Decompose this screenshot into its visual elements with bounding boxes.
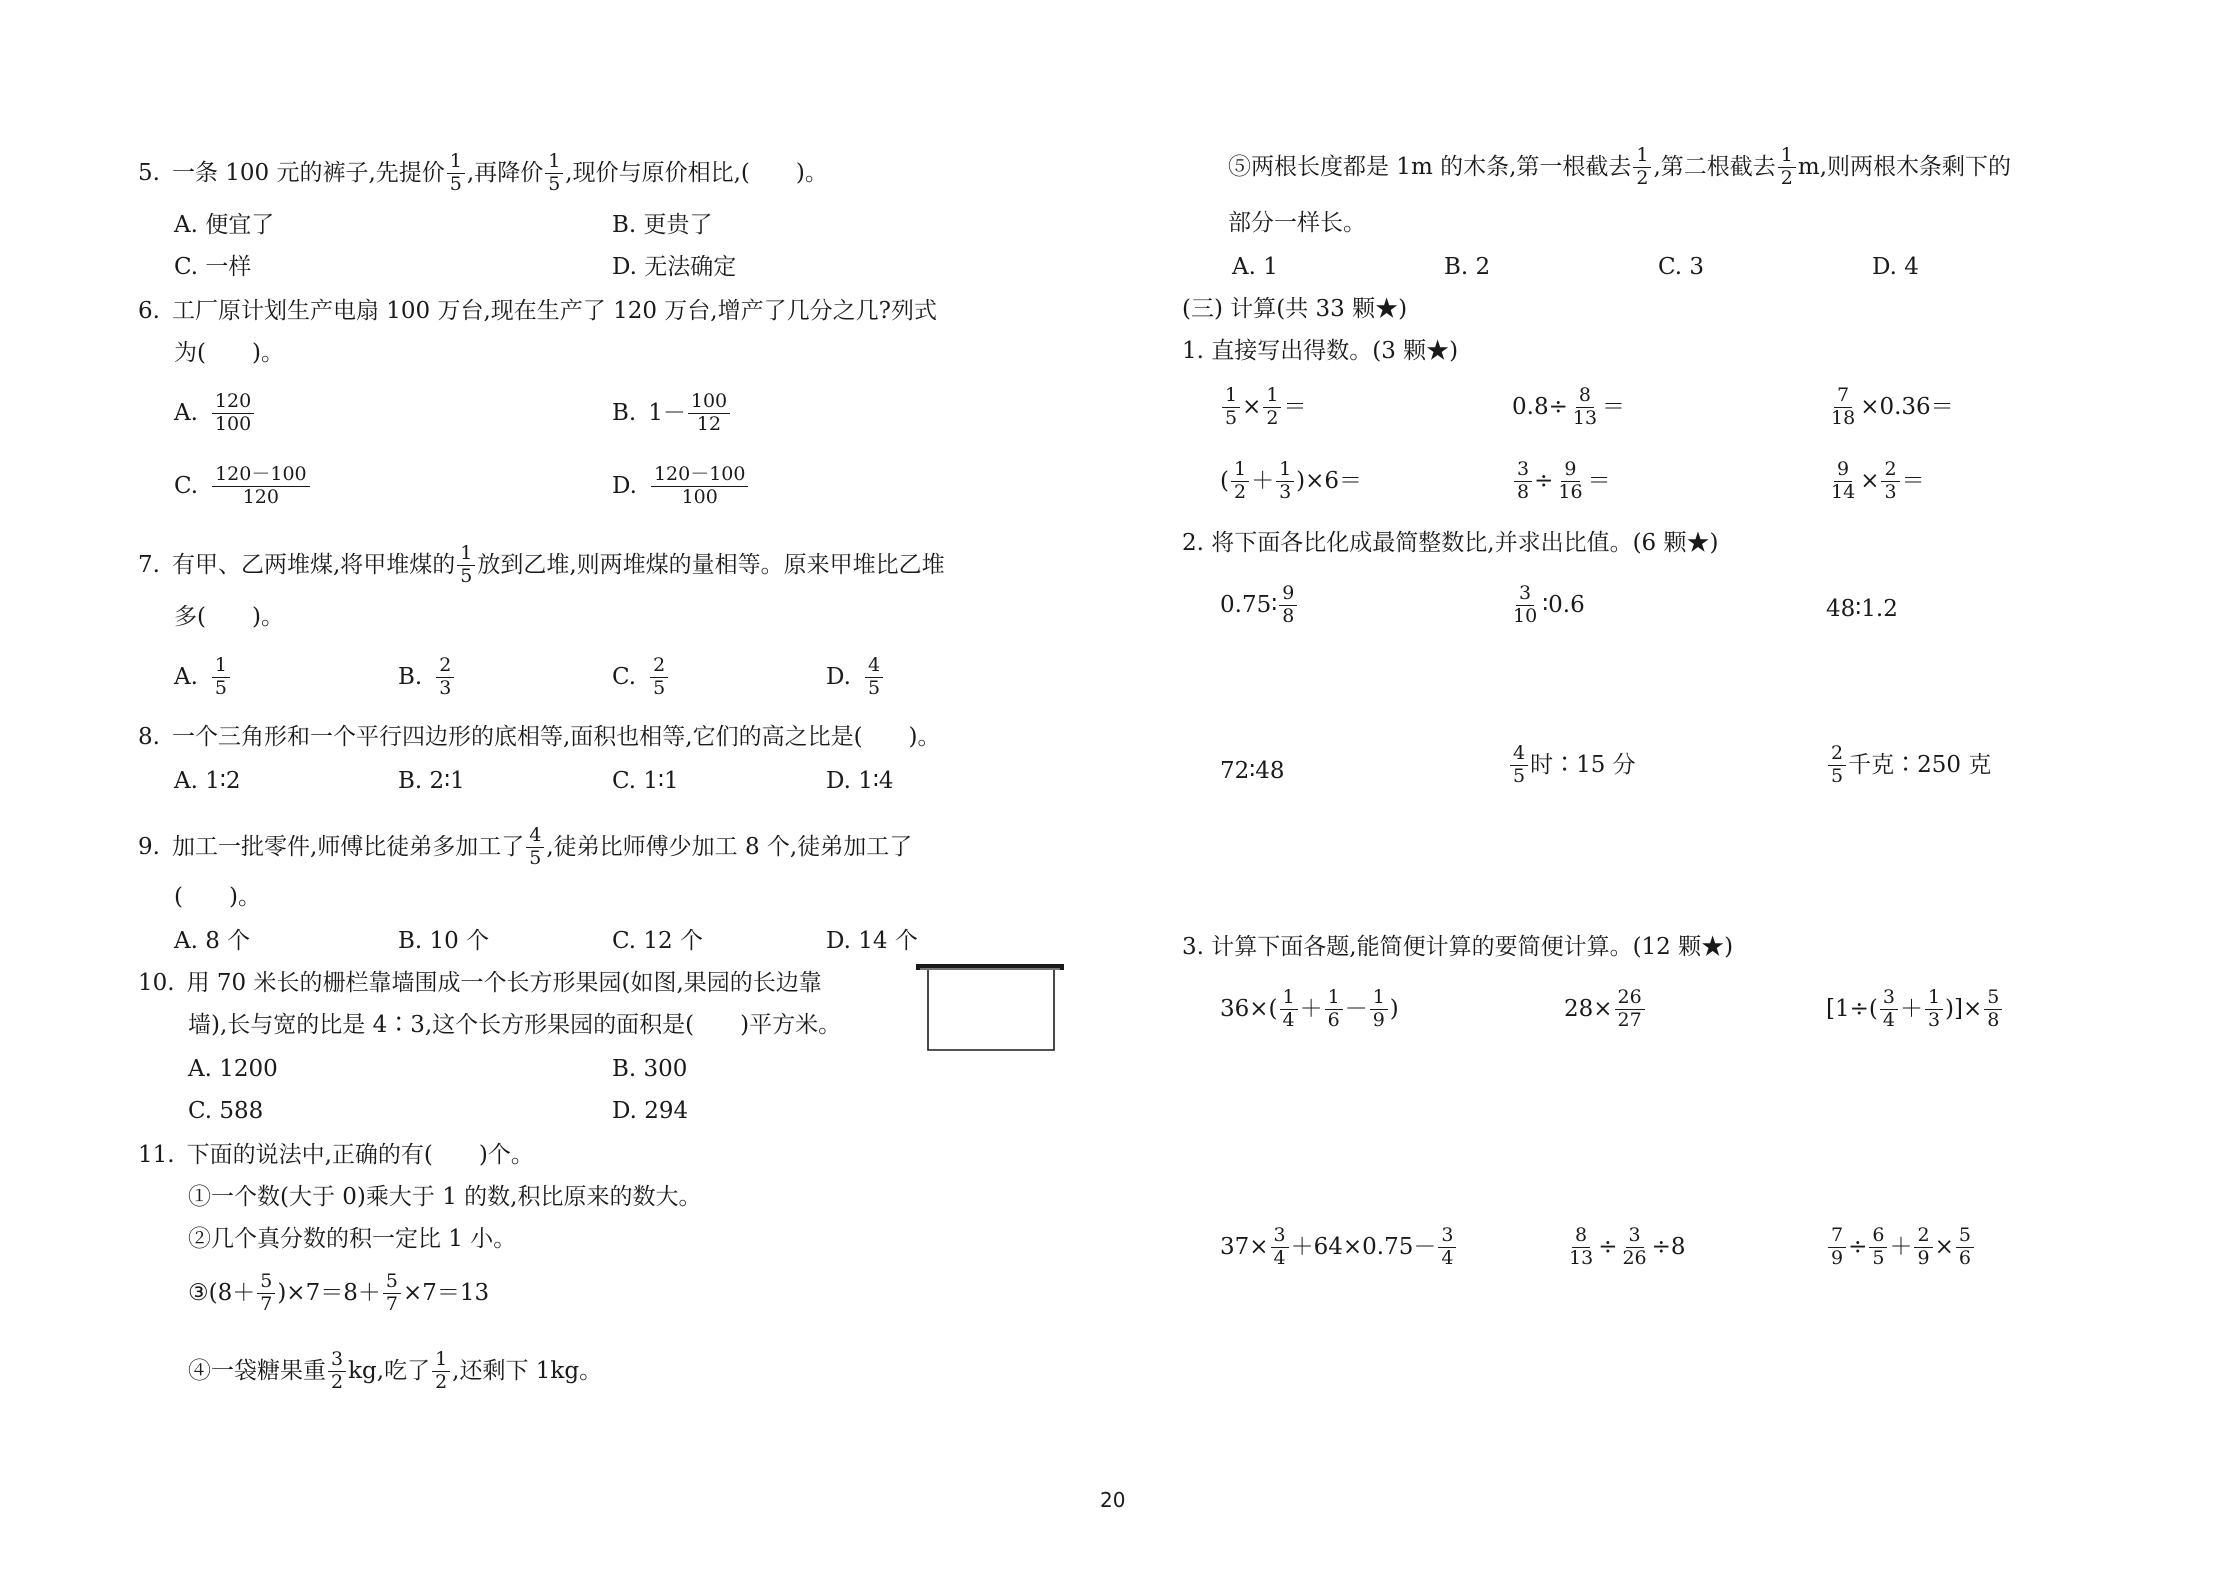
fraction: $\frac{6}{5}$ — [1869, 1226, 1887, 1269]
orchard-diagram — [916, 962, 1066, 1052]
calc-1-title: 1. 直接写出得数。(3 颗★) — [1182, 338, 1459, 364]
fraction: $\frac{1}{2}$ — [1633, 146, 1651, 189]
fraction: $\frac{4}{5}$ — [1510, 744, 1528, 787]
question-8-stem: 8. 一个三角形和一个平行四边形的底相等,面积也相等,它们的高之比是( )。 — [138, 724, 941, 750]
fraction: $\frac{1}{5}$ — [457, 544, 475, 587]
option-a: A. $\frac{1}{5}$ — [174, 656, 232, 699]
fraction: $\frac{1}{2}$ — [1778, 146, 1796, 189]
expression: $\frac{8}{13}$ ÷ $\frac{3}{26}$ ÷8 — [1564, 1226, 1686, 1269]
option-d: D. 294 — [612, 1098, 689, 1124]
question-number: 9. — [138, 833, 160, 860]
fraction: $\frac{5}{8}$ — [1984, 988, 2002, 1031]
expression: 28× $\frac{26}{27}$ — [1564, 988, 1647, 1031]
statement-5: ⑤两根长度都是 1m 的木条,第一根截去 $\frac{1}{2}$ ,第二根截去 $\frac{1}{2}$ m,则两根木条剩下的 — [1228, 144, 2012, 189]
fraction: $\frac{1}{9}$ — [1370, 988, 1388, 1031]
fraction: $\frac{120-100}{120}$ — [212, 465, 310, 508]
fraction: $\frac{5}{7}$ — [257, 1272, 275, 1315]
option-c: C. 一样 — [174, 254, 252, 280]
fraction: $\frac{4}{5}$ — [526, 826, 544, 869]
question-9-stem: 9. 加工一批零件,师傅比徒弟多加工了 $\frac{4}{5}$ ,徒弟比师傅少加工 8 个,徒弟加工了 — [138, 824, 913, 869]
fraction: $\frac{7}{9}$ — [1828, 1226, 1846, 1269]
option-c: C. 588 — [188, 1098, 264, 1124]
question-number: 10. — [138, 970, 175, 996]
fraction: $\frac{5}{6}$ — [1956, 1226, 1974, 1269]
fraction: $\frac{2}{5}$ — [1828, 744, 1846, 787]
ratio-expression: 48∶1.2 — [1826, 596, 1898, 622]
fraction: $\frac{2}{9}$ — [1914, 1226, 1932, 1269]
fraction: $\frac{1}{3}$ — [1276, 460, 1294, 503]
statement-5-line2: 部分一样长。 — [1228, 210, 1366, 236]
expression: $\frac{7}{9}$ ÷ $\frac{6}{5}$ ＋ $\frac{2}{9}$ × $\frac{5}{6}$ — [1826, 1226, 1976, 1269]
question-number: 5. — [138, 159, 160, 186]
question-6-stem: 6. 工厂原计划生产电扇 100 万台,现在生产了 120 万台,增产了几分之几?列式 — [138, 298, 937, 324]
fraction: $\frac{8}{13}$ — [1569, 1224, 1594, 1269]
fraction: $\frac{3}{8}$ — [1514, 460, 1532, 503]
expression: 36×( $\frac{1}{4}$ ＋ $\frac{1}{6}$ － $\frac{1}{9}$ ) — [1220, 986, 1399, 1031]
ratio-expression: 0.75∶ $\frac{9}{8}$ — [1220, 584, 1299, 627]
expression: 37× $\frac{3}{4}$ ＋64×0.75－ $\frac{3}{4}$ — [1220, 1226, 1458, 1269]
option-b: B. 2∶1 — [398, 768, 465, 794]
fence — [928, 970, 1054, 1050]
option-a: A. 便宜了 — [174, 212, 275, 238]
question-10-stem-line2: 墙),长与宽的比是 4∶3,这个长方形果园的面积是( )平方米。 — [188, 1012, 842, 1038]
question-number: 8. — [138, 724, 160, 750]
fraction: $\frac{2}{3}$ — [1881, 460, 1899, 503]
fraction: $\frac{1}{2}$ — [432, 1350, 450, 1393]
option-d: D. 1∶4 — [826, 768, 894, 794]
ratio-expression: 72∶48 — [1220, 758, 1285, 784]
question-number: 11. — [138, 1142, 175, 1168]
option-c: C. 3 — [1658, 254, 1705, 280]
fraction: $\frac{7}{18}$ — [1831, 384, 1856, 429]
option-b: B. 2 — [1444, 254, 1491, 280]
right-column — [1090, 0, 2220, 1571]
fraction: $\frac{8}{13}$ — [1572, 384, 1598, 429]
option-a: A. 1∶2 — [174, 768, 241, 794]
fraction: $\frac{3}{4}$ — [1271, 1226, 1289, 1269]
fraction: $\frac{1}{4}$ — [1280, 988, 1298, 1031]
fraction: $\frac{3}{10}$ — [1513, 582, 1538, 627]
ratio-expression: $\frac{3}{10}$ ∶0.6 — [1508, 584, 1585, 627]
expression: $\frac{9}{14}$ × $\frac{2}{3}$ ＝ — [1826, 460, 1925, 503]
section-heading: (三) 计算(共 33 颗★) — [1182, 296, 1408, 322]
option-d: D. 14 个 — [826, 928, 918, 954]
question-5-stem: 5. 一条 100 元的裤子,先提价 $\frac{1}{5}$ ,再降价 $\frac{1}{5}$ ,现价与原价相比,( )。 — [138, 150, 828, 195]
option-b: B. 300 — [612, 1056, 688, 1082]
expression: ( $\frac{1}{2}$ ＋ $\frac{1}{3}$ )×6＝ — [1220, 458, 1363, 503]
option-b: B. $\frac{2}{3}$ — [398, 656, 456, 699]
fraction: $\frac{1}{2}$ — [1231, 460, 1249, 503]
expression: 0.8÷ $\frac{8}{13}$ ＝ — [1512, 384, 1626, 429]
fraction: $\frac{120}{100}$ — [212, 392, 254, 435]
fraction: $\frac{3}{4}$ — [1438, 1226, 1456, 1269]
statement-2: ②几个真分数的积一定比 1 小。 — [188, 1226, 517, 1252]
question-7-stem: 7. 有甲、乙两堆煤,将甲堆煤的 $\frac{1}{5}$ 放到乙堆,则两堆煤的量相等。原来甲堆比乙堆 — [138, 542, 945, 587]
fraction: $\frac{3}{4}$ — [1880, 988, 1898, 1031]
option-a: A. 1 — [1232, 254, 1278, 280]
left-column — [0, 0, 1090, 1571]
question-11-stem: 11. 下面的说法中,正确的有( )个。 — [138, 1142, 534, 1168]
fraction: $\frac{9}{14}$ — [1831, 458, 1856, 503]
fraction: $\frac{1}{5}$ — [212, 656, 230, 699]
calc-3-title: 3. 计算下面各题,能简便计算的要简便计算。(12 颗★) — [1182, 934, 1734, 960]
option-d: D. 无法确定 — [612, 254, 737, 280]
question-number: 7. — [138, 551, 160, 578]
question-6-stem-line2: 为( )。 — [174, 340, 284, 366]
fraction: $\frac{1}{5}$ — [545, 152, 563, 195]
option-c: C. $\frac{120-100}{120}$ — [174, 465, 312, 508]
fraction: $\frac{120-100}{100}$ — [651, 465, 749, 508]
fraction: $\frac{9}{16}$ — [1558, 458, 1583, 503]
expression: $\frac{7}{18}$ ×0.36＝ — [1826, 386, 1954, 429]
fraction: $\frac{3}{26}$ — [1622, 1224, 1647, 1269]
ratio-expression: $\frac{2}{5}$ 千克∶250 克 — [1826, 744, 1991, 787]
fraction: $\frac{9}{8}$ — [1279, 584, 1297, 627]
statement-4: ④一袋糖果重 $\frac{3}{2}$ kg,吃了 $\frac{1}{2}$ ,还剩下 1kg。 — [188, 1348, 603, 1393]
fraction: $\frac{1}{5}$ — [1222, 386, 1240, 429]
page-number: 20 — [1100, 1488, 1126, 1512]
calc-2-title: 2. 将下面各比化成最简整数比,并求出比值。(6 颗★) — [1182, 530, 1719, 556]
option-c: C. 1∶1 — [612, 768, 679, 794]
fraction: $\frac{2}{3}$ — [436, 656, 454, 699]
expression: $\frac{1}{5}$ × $\frac{1}{2}$ ＝ — [1220, 386, 1306, 429]
fraction: $\frac{4}{5}$ — [865, 656, 883, 699]
fraction: $\frac{100}{12}$ — [688, 392, 730, 435]
option-a: A. 8 个 — [174, 928, 251, 954]
fraction: $\frac{5}{7}$ — [383, 1272, 401, 1315]
option-d: D. $\frac{4}{5}$ — [826, 656, 885, 699]
fraction: $\frac{1}{5}$ — [447, 152, 465, 195]
option-c: C. 12 个 — [612, 928, 703, 954]
fraction: $\frac{2}{5}$ — [650, 656, 668, 699]
question-7-stem-line2: 多( )。 — [174, 604, 284, 630]
question-number: 6. — [138, 298, 160, 324]
option-c: C. $\frac{2}{5}$ — [612, 656, 670, 699]
fraction: $\frac{3}{2}$ — [328, 1350, 346, 1393]
option-b: B. 10 个 — [398, 928, 490, 954]
expression: [1÷( $\frac{3}{4}$ ＋ $\frac{1}{3}$ )]× $\frac{5}{8}$ — [1826, 988, 2004, 1031]
question-9-stem-line2: ( )。 — [174, 884, 261, 910]
expression: $\frac{3}{8}$ ÷ $\frac{9}{16}$ ＝ — [1512, 460, 1611, 503]
fraction: $\frac{1}{3}$ — [1925, 988, 1943, 1031]
ratio-expression: $\frac{4}{5}$ 时∶15 分 — [1508, 744, 1636, 787]
fraction: $\frac{1}{2}$ — [1263, 386, 1281, 429]
fraction: $\frac{1}{6}$ — [1325, 988, 1343, 1031]
statement-3: ③(8＋ $\frac{5}{7}$ )×7＝8＋ $\frac{5}{7}$ ×7＝13 — [188, 1270, 490, 1315]
statement-1: ①一个数(大于 0)乘大于 1 的数,积比原来的数大。 — [188, 1184, 702, 1210]
option-b: B. 更贵了 — [612, 212, 713, 238]
question-10-stem: 10. 用 70 米长的栅栏靠墙围成一个长方形果园(如图,果园的长边靠 — [138, 970, 822, 996]
option-d: D. 4 — [1872, 254, 1919, 280]
option-d: D. $\frac{120-100}{100}$ — [612, 465, 750, 508]
option-b: B. 1－ $\frac{100}{12}$ — [612, 392, 732, 435]
option-a: A. $\frac{120}{100}$ — [174, 392, 256, 435]
fraction: $\frac{26}{27}$ — [1615, 988, 1645, 1031]
option-a: A. 1200 — [188, 1056, 278, 1082]
